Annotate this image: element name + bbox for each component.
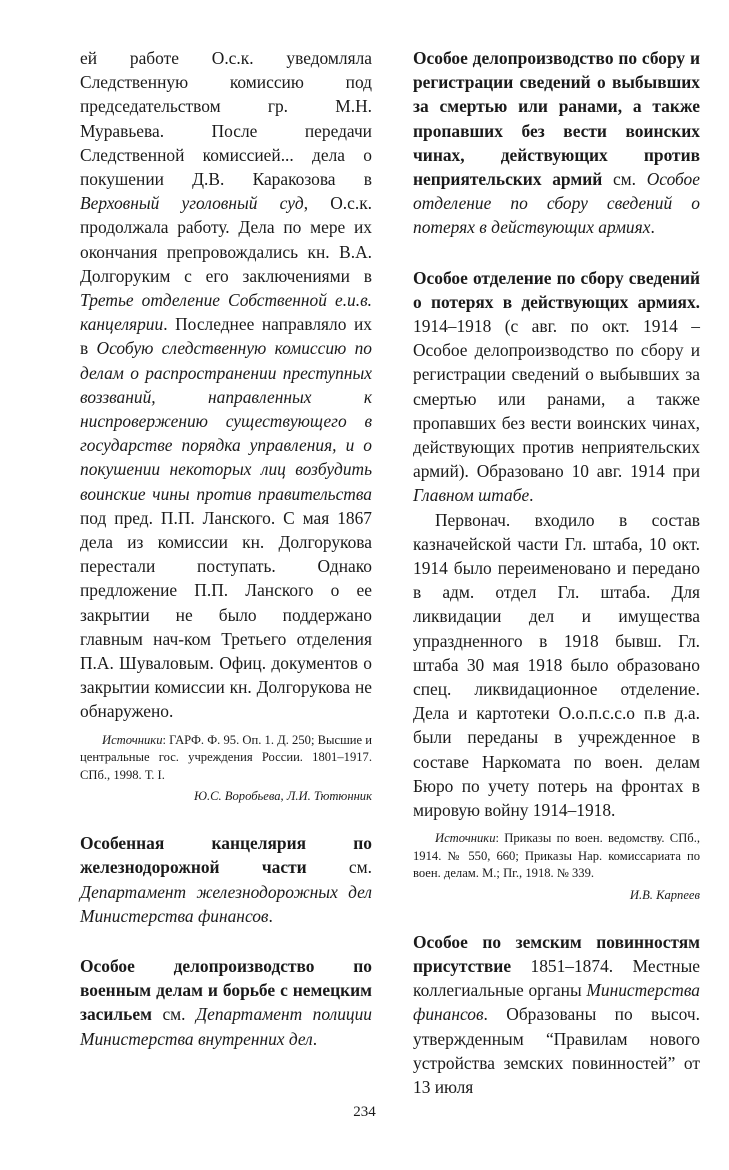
text-run: . <box>529 485 534 506</box>
cross-reference: Министерства финансов <box>413 980 700 1025</box>
text-run: Первонач. входило в состав казначейской части Гл. штаба, 10 окт. 1914 было переименовано и передано в адм. отдел Гл. штаба. Для ликвидации дел и имущества упраздненного в 1918 бывш. Гл. штаба 30 мая 1918 было образовано спец. ликвидационное отделение. Дела и картотеки О.о.п.с.с.о п.в д.а. были переданы в учрежденное в составе Наркомата по воен. делам Бюро по учету потерь на фронтах в мировую войну 1914–1918. <box>413 509 700 821</box>
cross-reference: Департамент полиции Министерства внутренних дел <box>80 1004 372 1049</box>
headword: Особое делопроизводство по военным делам и борьбе с немецким засильем <box>80 956 372 1025</box>
text-run: ей работе О.с.к. уведомляла Следственную комиссию под председательством гр. М.Н. Муравьева. После передачи Следственной комиссией... дела о покушении Д.В. Каракозова в <box>80 48 372 190</box>
text-run: . <box>268 905 273 926</box>
entry-losses-proceedings <box>413 46 700 240</box>
entry-military-proceedings <box>80 954 372 1051</box>
sources-text: : Приказы по воен. ведомству. СПб., 1914. № 550, 660; Приказы Нар. комиссариата по воен. делам. М.; Пг., 1918. № 339. <box>413 831 700 881</box>
text-run: под пред. П.П. Ланского. С мая 1867 дела из комиссии кн. Долгорукова перестали поступать. Однако предложение П.П. Ланского о ее закрытии не было поддержано главным нач-ком Третьего отделения П.А. Шуваловым. Офиц. документов о закрытии комиссии кн. Долгорукова не обнаружено. <box>80 507 372 722</box>
authors-left: Ю.С. Воробьева, Л.И. Тютюнник <box>193 789 372 804</box>
continuation-text <box>80 46 372 724</box>
text-run: , О.с.к. продолжала работу. Дела по мере их окончания препровождались кн. В.А. Долгоруким с его заключениями в <box>80 193 372 286</box>
text-run: . Последнее направляло их в <box>80 314 372 359</box>
sources-label: Источники <box>102 732 163 747</box>
authors-right: И.В. Карпеев <box>629 887 700 902</box>
cross-reference: Особое отделение по сбору сведений о потерях в действующих армиях <box>413 169 700 238</box>
entry-losses-department-body <box>413 508 700 823</box>
text-run: см. <box>306 857 373 878</box>
headword: Особенная канцелярия по железнодорожной части <box>80 833 372 878</box>
text-run: 1914–1918 (с авг. по окт. 1914 – Особое делопроизводство по сбору и регистрации сведений о выбывших за смертью или ранами, а также пропавших без вести воинских чинах, действующих против неприятельских армий). Образовано 10 авг. 1914 при <box>413 316 700 482</box>
sources-right <box>413 830 700 883</box>
entry-railway-chancellery <box>80 831 372 928</box>
text-run: . <box>650 217 655 238</box>
headword: Особое делопроизводство по сбору и регистрации сведений о выбывших за смертью или ранами, а также пропавших без вести воинских чинах, действующих против неприятельских армий <box>413 48 700 190</box>
sources-left <box>80 732 372 785</box>
cross-reference: Верховный уголовный суд <box>80 193 304 214</box>
text-run: см. <box>151 1004 197 1025</box>
cross-reference: Департамент железнодорожных дел Министерства финансов <box>80 881 372 926</box>
cross-reference: Главном штабе <box>413 485 530 506</box>
text-run: . <box>312 1028 318 1049</box>
entry-zemstvo-presence <box>413 930 700 1099</box>
cross-reference: Третье отделение Собственной е.и.в. канцелярии <box>80 290 372 335</box>
cross-reference: Особую следственную комиссию по делам о распространении преступных воззваний, направленных к ниспровержению существующего в государстве порядка управления, и о покушении некоторых лиц возбудить воинские чины против правительства <box>80 338 372 504</box>
sources-label: Источники <box>435 831 496 846</box>
headword: Особое отделение по сбору сведений о потерях в действующих армиях. <box>413 267 700 312</box>
right-column <box>413 46 700 1099</box>
headword: Особое по земским повинностям присутствие <box>413 931 700 976</box>
text-run: 1851–1874. Местные коллегиальные органы <box>413 956 700 1001</box>
entry-losses-department <box>413 266 700 508</box>
sources-text: : ГАРФ. Ф. 95. Оп. 1. Д. 250; Высшие и центральные гос. учреждения России. 1801–1917. СПб., 1998. Т. I. <box>80 732 372 782</box>
left-column <box>80 46 372 1051</box>
page-number: 234 <box>353 1104 376 1120</box>
text-run: см. <box>602 169 647 190</box>
text-run: . Образованы по высоч. утвержденным “Правилам нового устройства земских повинностей” от 13 июля <box>413 1004 700 1098</box>
